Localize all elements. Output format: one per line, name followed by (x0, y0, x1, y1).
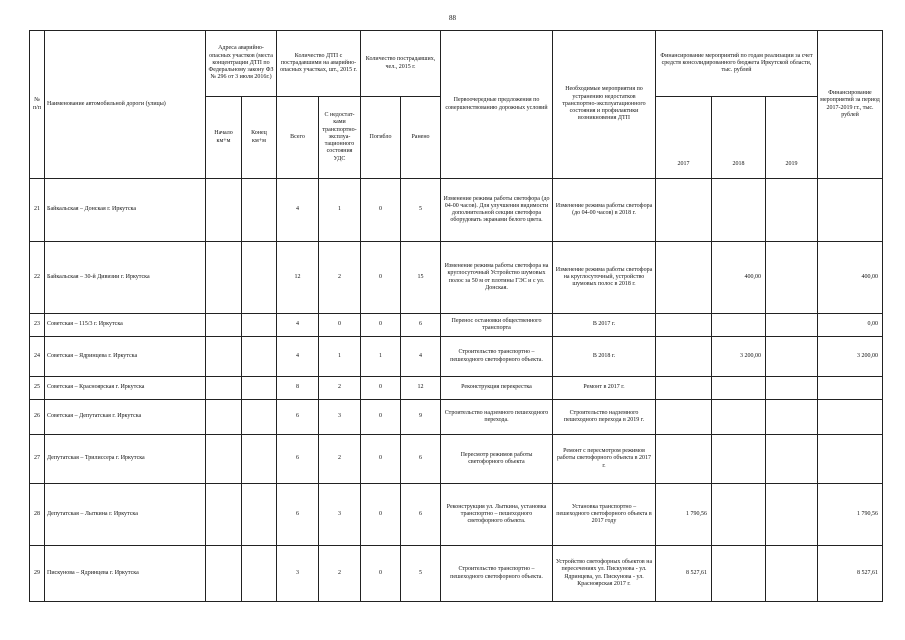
header-victims: Количество пострадавших, чел., 2015 г. (361, 31, 441, 97)
accidents-total-cell: 4 (277, 314, 319, 337)
injured-cell: 6 (401, 314, 441, 337)
start-km-cell (206, 400, 242, 435)
measures-cell: Изменение режима работы светофора (до 04-00 часов) в 2018 г. (553, 179, 656, 242)
killed-cell: 1 (361, 337, 401, 377)
funding-total-cell (818, 400, 883, 435)
funding-2018-cell (712, 546, 766, 602)
killed-cell: 0 (361, 546, 401, 602)
start-km-cell (206, 314, 242, 337)
end-km-cell (242, 314, 277, 337)
accidents-total-cell: 4 (277, 179, 319, 242)
funding-total-cell: 0,00 (818, 314, 883, 337)
funding-2019-cell (766, 484, 818, 546)
page-number: 88 (449, 14, 456, 22)
road-name-cell: Байкальская – Донская г. Иркутска (45, 179, 206, 242)
funding-total-cell (818, 179, 883, 242)
measures-cell: В 2018 г. (553, 337, 656, 377)
funding-2019-cell (766, 400, 818, 435)
measures-cell: Ремонт с пересмотром режимов работы светофорного объекта в 2017 г. (553, 435, 656, 484)
injured-cell: 6 (401, 435, 441, 484)
header-funding-total: Финансирование мероприятий за период 2017-2019 гг., тыс. рублей (818, 31, 883, 179)
accidents-defects-cell: 2 (319, 242, 361, 314)
funding-2019-cell (766, 377, 818, 400)
funding-2017-cell (656, 435, 712, 484)
header-priority: Первоочередные предложения по совершенствованию дорожных условий (441, 31, 553, 179)
end-km-cell (242, 546, 277, 602)
priority-proposal-cell: Строительство надземного пешеходного перехода. (441, 400, 553, 435)
funding-2017-cell (656, 377, 712, 400)
injured-cell: 6 (401, 484, 441, 546)
accidents-defects-cell: 2 (319, 377, 361, 400)
road-name-cell: Депутатская – Трилиссера г. Иркутска (45, 435, 206, 484)
injured-cell: 15 (401, 242, 441, 314)
funding-2017-cell (656, 179, 712, 242)
road-name-cell: Советская – 115/3 г. Иркутска (45, 314, 206, 337)
funding-total-cell (818, 377, 883, 400)
accidents-total-cell: 12 (277, 242, 319, 314)
accidents-defects-cell: 1 (319, 179, 361, 242)
row-number: 22 (30, 242, 45, 314)
funding-2018-cell (712, 435, 766, 484)
funding-2018-cell: 400,00 (712, 242, 766, 314)
funding-2019-cell (766, 435, 818, 484)
funding-2017-cell: 1 790,56 (656, 484, 712, 546)
killed-cell: 0 (361, 484, 401, 546)
funding-2019-cell (766, 242, 818, 314)
priority-proposal-cell: Реконструкция перекрестка (441, 377, 553, 400)
funding-2018-cell (712, 179, 766, 242)
row-number: 29 (30, 546, 45, 602)
measures-cell: Строительство надземного пешеходного перехода в 2019 г. (553, 400, 656, 435)
start-km-cell (206, 546, 242, 602)
funding-2017-cell (656, 242, 712, 314)
table-row (30, 242, 883, 314)
accidents-defects-cell: 1 (319, 337, 361, 377)
killed-cell: 0 (361, 179, 401, 242)
road-name-cell: Депутатская – Лыткина г. Иркутска (45, 484, 206, 546)
killed-cell: 0 (361, 242, 401, 314)
priority-proposal-cell: Изменение режима работы светофора (до 04-00 часов). Для улучшения видимости дополнительной секции светофора оборудовать экранами белого цвета. (441, 179, 553, 242)
funding-2018-cell (712, 314, 766, 337)
funding-2017-cell (656, 314, 712, 337)
row-number: 28 (30, 484, 45, 546)
start-km-cell (206, 377, 242, 400)
funding-2019-cell (766, 314, 818, 337)
start-km-cell (206, 242, 242, 314)
start-km-cell (206, 337, 242, 377)
table-row (30, 377, 883, 400)
funding-2019-cell (766, 179, 818, 242)
header-start: Начало км+м (206, 97, 242, 179)
road-name-cell: Байкальская – 30-й Дивизии г. Иркутска (45, 242, 206, 314)
funding-2018-cell (712, 377, 766, 400)
accidents-defects-cell: 0 (319, 314, 361, 337)
header-year-2017: 2017 (656, 97, 712, 179)
start-km-cell (206, 435, 242, 484)
funding-total-cell: 3 200,00 (818, 337, 883, 377)
priority-proposal-cell: Строительство транспортно – пешеходного светофорного объекта. (441, 337, 553, 377)
accidents-defects-cell: 3 (319, 400, 361, 435)
end-km-cell (242, 435, 277, 484)
table-row (30, 337, 883, 377)
measures-cell: В 2017 г. (553, 314, 656, 337)
priority-proposal-cell: Реконструкция ул. Лыткина, установка транспортно – пешеходного светофорного объекта. (441, 484, 553, 546)
row-number: 24 (30, 337, 45, 377)
road-name-cell: Пискунова – Ядринцева г. Иркутска (45, 546, 206, 602)
header-injured: Ранено (401, 97, 441, 179)
measures-cell: Ремонт в 2017 г. (553, 377, 656, 400)
measures-cell: Установка транспортно – пешеходного светофорного объекта в 2017 году (553, 484, 656, 546)
funding-total-cell: 400,00 (818, 242, 883, 314)
road-name-cell: Советская – Красноярская г. Иркутска (45, 377, 206, 400)
measures-cell: Изменение режима работы светофора на круглосуточный, устройство шумовых полос в 2018 г. (553, 242, 656, 314)
funding-2019-cell (766, 337, 818, 377)
header-funding: Финансирование мероприятий по годам реализации за счет средств консолидированного бюджета Иркутской области, тыс. рублей (656, 31, 818, 97)
funding-total-cell (818, 435, 883, 484)
funding-2017-cell (656, 400, 712, 435)
header-year-2018: 2018 (712, 97, 766, 179)
table-row (30, 400, 883, 435)
priority-proposal-cell: Перенос остановки общественного транспорта (441, 314, 553, 337)
row-number: 25 (30, 377, 45, 400)
end-km-cell (242, 179, 277, 242)
table-row (30, 179, 883, 242)
priority-proposal-cell: Строительство транспортно – пешеходного светофорного объекта. (441, 546, 553, 602)
injured-cell: 4 (401, 337, 441, 377)
header-with-defects: С недостат-ками транспортно-эксплуа-тационного состояния УДС (319, 97, 361, 179)
road-name-cell: Советская – Ядринцева г. Иркутска (45, 337, 206, 377)
row-number: 27 (30, 435, 45, 484)
accidents-defects-cell: 2 (319, 546, 361, 602)
accidents-total-cell: 6 (277, 435, 319, 484)
killed-cell: 0 (361, 377, 401, 400)
row-number: 26 (30, 400, 45, 435)
accidents-total-cell: 4 (277, 337, 319, 377)
row-number: 21 (30, 179, 45, 242)
header-total: Всего (277, 97, 319, 179)
funding-total-cell: 1 790,56 (818, 484, 883, 546)
start-km-cell (206, 484, 242, 546)
end-km-cell (242, 377, 277, 400)
funding-2019-cell (766, 546, 818, 602)
injured-cell: 9 (401, 400, 441, 435)
injured-cell: 5 (401, 546, 441, 602)
header-addresses: Адреса аварийно-опасных участков (места концентрации ДТП по Федеральному закону ФЗ № 296 от 3 июля 2016г.) (206, 31, 277, 97)
end-km-cell (242, 337, 277, 377)
accidents-total-cell: 8 (277, 377, 319, 400)
end-km-cell (242, 484, 277, 546)
end-km-cell (242, 400, 277, 435)
killed-cell: 0 (361, 314, 401, 337)
accidents-defects-cell: 2 (319, 435, 361, 484)
funding-2017-cell: 8 527,61 (656, 546, 712, 602)
funding-2018-cell (712, 400, 766, 435)
funding-2018-cell (712, 484, 766, 546)
table-row (30, 314, 883, 337)
funding-total-cell: 8 527,61 (818, 546, 883, 602)
killed-cell: 0 (361, 435, 401, 484)
header-measures: Необходимые мероприятия по устранению недостатков транспортно-эксплуатационного состояния и профилактики возникновения ДТП (553, 31, 656, 179)
header-end: Конец км+м (242, 97, 277, 179)
row-number: 23 (30, 314, 45, 337)
accidents-defects-cell: 3 (319, 484, 361, 546)
accident-sites-table (29, 30, 883, 602)
funding-2018-cell: 3 200,00 (712, 337, 766, 377)
injured-cell: 5 (401, 179, 441, 242)
header-year-2019: 2019 (766, 97, 818, 179)
header-killed: Погибло (361, 97, 401, 179)
table-row (30, 435, 883, 484)
accidents-total-cell: 6 (277, 484, 319, 546)
header-accidents: Количество ДТП с пострадавшими на аварийно-опасных участках, шт., 2015 г. (277, 31, 361, 97)
table-row (30, 546, 883, 602)
killed-cell: 0 (361, 400, 401, 435)
header-road-name: Наименование автомобильной дороги (улицы) (45, 31, 206, 179)
table-row (30, 484, 883, 546)
start-km-cell (206, 179, 242, 242)
injured-cell: 12 (401, 377, 441, 400)
end-km-cell (242, 242, 277, 314)
funding-2017-cell (656, 337, 712, 377)
accidents-total-cell: 6 (277, 400, 319, 435)
header-num: № п/п (30, 31, 45, 179)
accidents-total-cell: 3 (277, 546, 319, 602)
road-name-cell: Советская – Депутатская г. Иркутска (45, 400, 206, 435)
priority-proposal-cell: Изменение режима работы светофора на круглосуточный Устройство шумовых полос за 50 м от плотины ГЭС и с ул. Донская. (441, 242, 553, 314)
measures-cell: Устройство светофорных объектов на пересечениях ул. Пискунова - ул. Ядринцева, ул. Пискунова - ул. Красноярская 2017 г. (553, 546, 656, 602)
priority-proposal-cell: Пересмотр режимов работы светофорного объекта (441, 435, 553, 484)
